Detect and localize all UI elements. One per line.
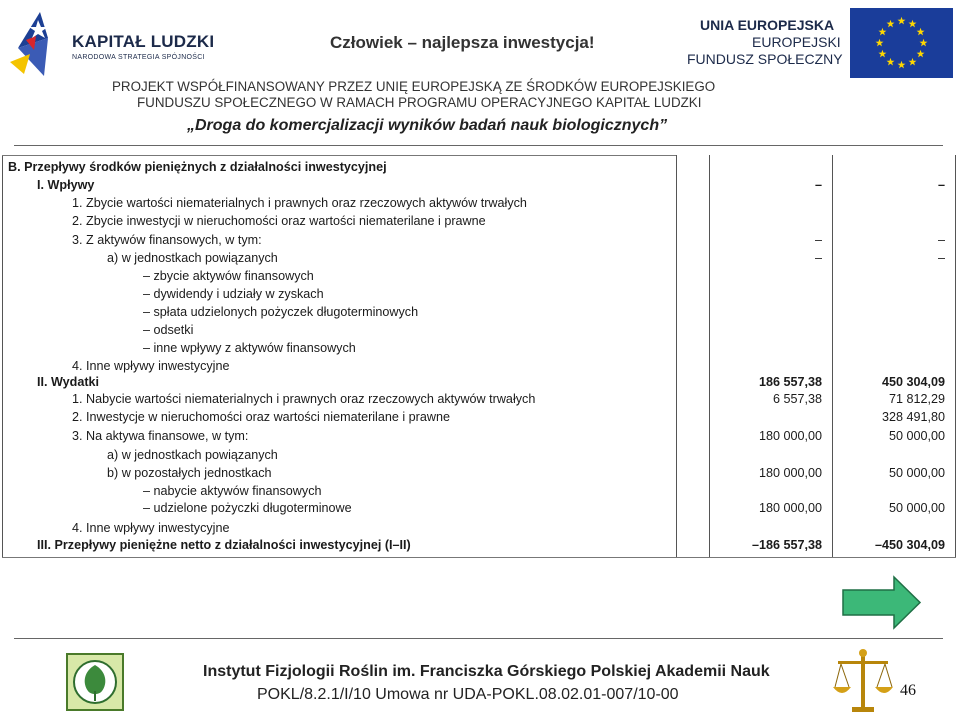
value-year2: 50 000,00 <box>888 429 945 443</box>
row-label: 4. Inne wpływy inwestycyjne <box>72 521 230 535</box>
value-year1: – <box>814 178 822 192</box>
table-row <box>0 375 960 392</box>
row-label: 1. Zbycie wartości niematerialnych i prawnych oraz rzeczowych aktywów trwałych <box>72 196 527 210</box>
value-year1: 180 000,00 <box>758 429 822 443</box>
row-label: 2. Zbycie inwestycji w nieruchomości oraz wartości niematerilane i prawne <box>72 214 486 228</box>
table-row <box>0 392 960 409</box>
row-label: – nabycie aktywów finansowych <box>143 484 322 498</box>
table-row <box>0 341 960 358</box>
row-label: I. Wpływy <box>37 178 95 192</box>
table-top-border <box>2 155 676 156</box>
institute-name: Instytut Fizjologii Roślin im. Franciszka Górskiego Polskiej Akademii Nauk <box>203 663 770 680</box>
value-year1: 180 000,00 <box>758 501 822 515</box>
row-label: – odsetki <box>143 323 194 337</box>
eu-flag-icon <box>850 8 953 78</box>
value-year2: 50 000,00 <box>888 501 945 515</box>
value-year1: – <box>814 251 822 265</box>
project-cofinancing-line1: PROJEKT WSPÓŁFINANSOWANY PRZEZ UNIĘ EUROPEJSKĄ ZE ŚRODKÓW EUROPEJSKIEGO <box>112 79 716 94</box>
table-row <box>0 251 960 268</box>
value-year1: – <box>814 233 822 247</box>
table-row <box>0 323 960 340</box>
table-row <box>0 466 960 483</box>
agreement-number: POKL/8.2.1/I/10 Umowa nr UDA-POKL.08.02.01-007/10-00 <box>257 686 679 703</box>
value-year1: –186 557,38 <box>751 538 822 552</box>
logo-title: KAPITAŁ LUDZKI <box>72 32 215 51</box>
value-year2: 50 000,00 <box>888 466 945 480</box>
row-label: B. Przepływy środków pieniężnych z działalności inwestycyjnej <box>8 160 387 174</box>
project-title: „Droga do komercjalizacji wyników badań nauk biologicznych” <box>187 117 668 134</box>
scales-icon <box>832 647 894 715</box>
table-row <box>0 429 960 446</box>
project-cofinancing-line2: FUNDUSZU SPOŁECZNEGO W RAMACH PROGRAMU OPERACYJNEGO KAPITAŁ LUDZKI <box>137 95 702 110</box>
table-row <box>0 484 960 501</box>
value-year2: 328 491,80 <box>881 410 945 424</box>
value-year1: 186 557,38 <box>758 375 822 389</box>
slogan: Człowiek – najlepsza inwestycja! <box>330 33 595 52</box>
value-year2: 450 304,09 <box>881 375 945 389</box>
table-row <box>0 305 960 322</box>
row-label: – zbycie aktywów finansowych <box>143 269 314 283</box>
row-label: 1. Nabycie wartości niematerialnych i prawnych oraz rzeczowych aktywów trwałych <box>72 392 536 406</box>
row-label: 3. Z aktywów finansowych, w tym: <box>72 233 262 247</box>
value-year1: 180 000,00 <box>758 466 822 480</box>
row-label: III. Przepływy pieniężne netto z działalności inwestycyjnej (I–II) <box>37 538 411 552</box>
eu-subtitle-line1: EUROPEJSKI <box>752 34 841 50</box>
table-row <box>0 538 960 555</box>
logo-subtitle: NARODOWA STRATEGIA SPÓJNOŚCI <box>72 54 205 61</box>
row-label: II. Wydatki <box>37 375 100 389</box>
row-label: b) w pozostałych jednostkach <box>107 466 272 480</box>
row-label: a) w jednostkach powiązanych <box>107 448 278 462</box>
table-row <box>0 233 960 250</box>
eu-title: UNIA EUROPEJSKA <box>700 17 835 33</box>
row-label: 4. Inne wpływy inwestycyjne <box>72 359 230 373</box>
value-year1: 6 557,38 <box>772 392 822 406</box>
footer-divider <box>14 638 943 639</box>
value-year2: –450 304,09 <box>874 538 945 552</box>
table-row <box>0 214 960 231</box>
table-row <box>0 521 960 538</box>
table-row <box>0 287 960 304</box>
header-divider <box>14 145 943 146</box>
page-number: 46 <box>900 682 916 699</box>
row-label: 2. Inwestycje w nieruchomości oraz wartości niematerilane i prawne <box>72 410 450 424</box>
table-row <box>0 448 960 465</box>
row-label: – dywidendy i udziały w zyskach <box>143 287 324 301</box>
table-row <box>0 269 960 286</box>
value-year2: 71 812,29 <box>888 392 945 406</box>
value-year2: – <box>937 251 945 265</box>
cash-flow-table <box>0 155 960 558</box>
next-arrow-icon[interactable] <box>842 575 922 630</box>
table-row <box>0 196 960 213</box>
row-label: – inne wpływy z aktywów finansowych <box>143 341 356 355</box>
table-row <box>0 160 960 177</box>
row-label: 3. Na aktywa finansowe, w tym: <box>72 429 249 443</box>
row-label: a) w jednostkach powiązanych <box>107 251 278 265</box>
value-year2: – <box>937 233 945 247</box>
table-row <box>0 410 960 427</box>
table-row <box>0 178 960 195</box>
value-year2: – <box>937 178 945 192</box>
table-row <box>0 359 960 376</box>
table-row <box>0 501 960 518</box>
table-bottom-border <box>2 557 956 558</box>
row-label: – udzielone pożyczki długoterminowe <box>143 501 352 515</box>
row-label: – spłata udzielonych pożyczek długoterminowych <box>143 305 419 319</box>
institute-logo <box>66 653 124 711</box>
eu-subtitle-line2: FUNDUSZ SPOŁECZNY <box>687 51 843 67</box>
